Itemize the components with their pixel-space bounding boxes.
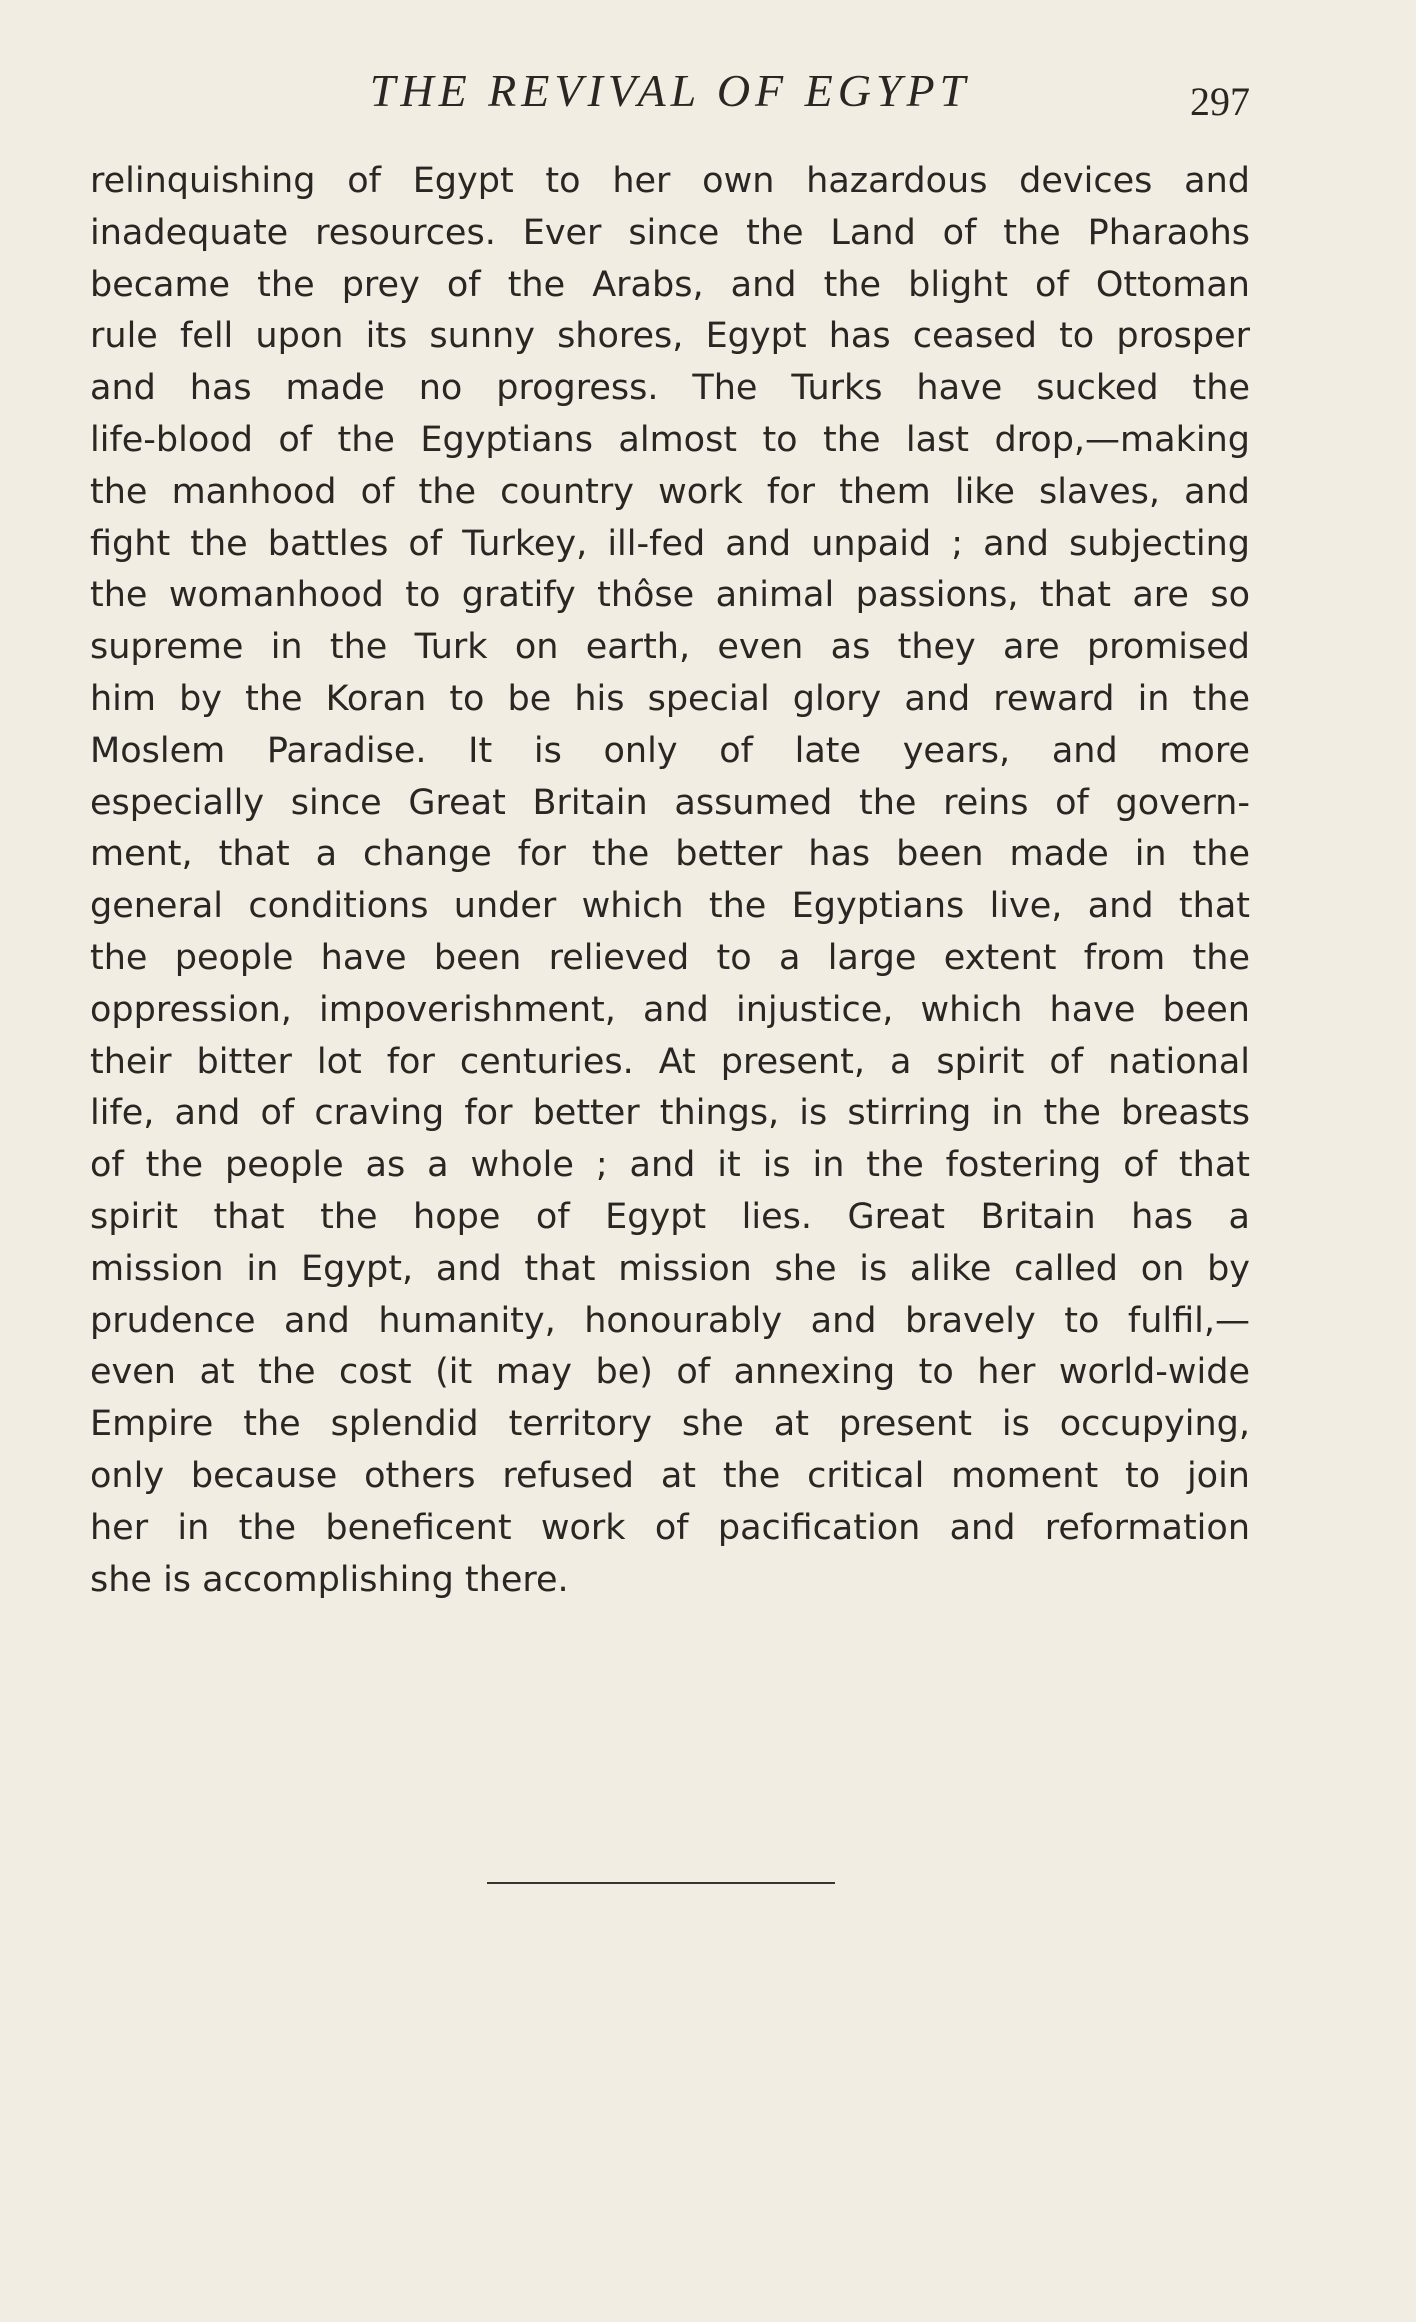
text-line: only because others refused at the critical moment to join (90, 1455, 1250, 1496)
text-line: inadequate resources. Ever since the Land of the Pharaohs (90, 212, 1250, 253)
text-line: the womanhood to gratify thôse animal passions, that are so (90, 575, 1250, 616)
text-line: supreme in the Turk on earth, even as they are promised (90, 627, 1250, 668)
text-line: her in the beneficent work of pacification and reformation (90, 1507, 1250, 1548)
text-line: prudence and humanity, honourably and bravely to fulfil,— (90, 1300, 1250, 1341)
text-line: even at the cost (it may be) of annexing to her world-wide (90, 1352, 1250, 1393)
text-line: relinquishing of Egypt to her own hazardous devices and (90, 161, 1250, 201)
text-line: Moslem Paradise. It is only of late years, and more (90, 730, 1250, 771)
text-line: of the people as a whole ; and it is in the fostering of that (90, 1145, 1250, 1186)
page-number: 297 (1190, 79, 1250, 124)
text-line: the people have been relieved to a large extent from the (90, 937, 1250, 978)
running-title: THE REVIVAL OF EGYPT (369, 65, 971, 116)
text-line: ment, that a change for the better has been made in the (90, 834, 1250, 875)
text-line: life, and of craving for better things, is stirring in the breasts (90, 1093, 1250, 1134)
text-line: life-blood of the Egyptians almost to the last drop,—making (90, 419, 1250, 460)
text-line: fight the battles of Turkey, ill-fed and unpaid ; and subjecting (90, 523, 1250, 564)
text-line: their bitter lot for centuries. At present, a spirit of national (90, 1041, 1250, 1082)
text-line: especially since Great Britain assumed the reins of govern- (90, 782, 1250, 823)
text-line: the manhood of the country work for them like slaves, and (90, 471, 1250, 512)
text-line: Empire the splendid territory she at present is occupying, (90, 1404, 1250, 1445)
text-line: spirit that the hope of Egypt lies. Great Britain has a (90, 1196, 1250, 1237)
text-line: became the prey of the Arabs, and the blight of Ottoman (90, 264, 1250, 305)
text-line: and has made no progress. The Turks have sucked the (90, 368, 1250, 409)
text-line: rule fell upon its sunny shores, Egypt has ceased to prosper (90, 316, 1250, 357)
text-line: him by the Koran to be his special glory and reward in the (90, 678, 1250, 719)
text-line: general conditions under which the Egyptians live, and that (90, 886, 1250, 927)
running-head (90, 64, 1250, 124)
chapter-end-rule (487, 1882, 835, 1884)
text-line: mission in Egypt, and that mission she is alike called on by (90, 1248, 1250, 1289)
body-paragraph (90, 156, 1250, 1606)
text-line: oppression, impoverishment, and injustice, which have been (90, 989, 1250, 1030)
text-line-last: she is accomplishing there. (90, 1559, 569, 1600)
